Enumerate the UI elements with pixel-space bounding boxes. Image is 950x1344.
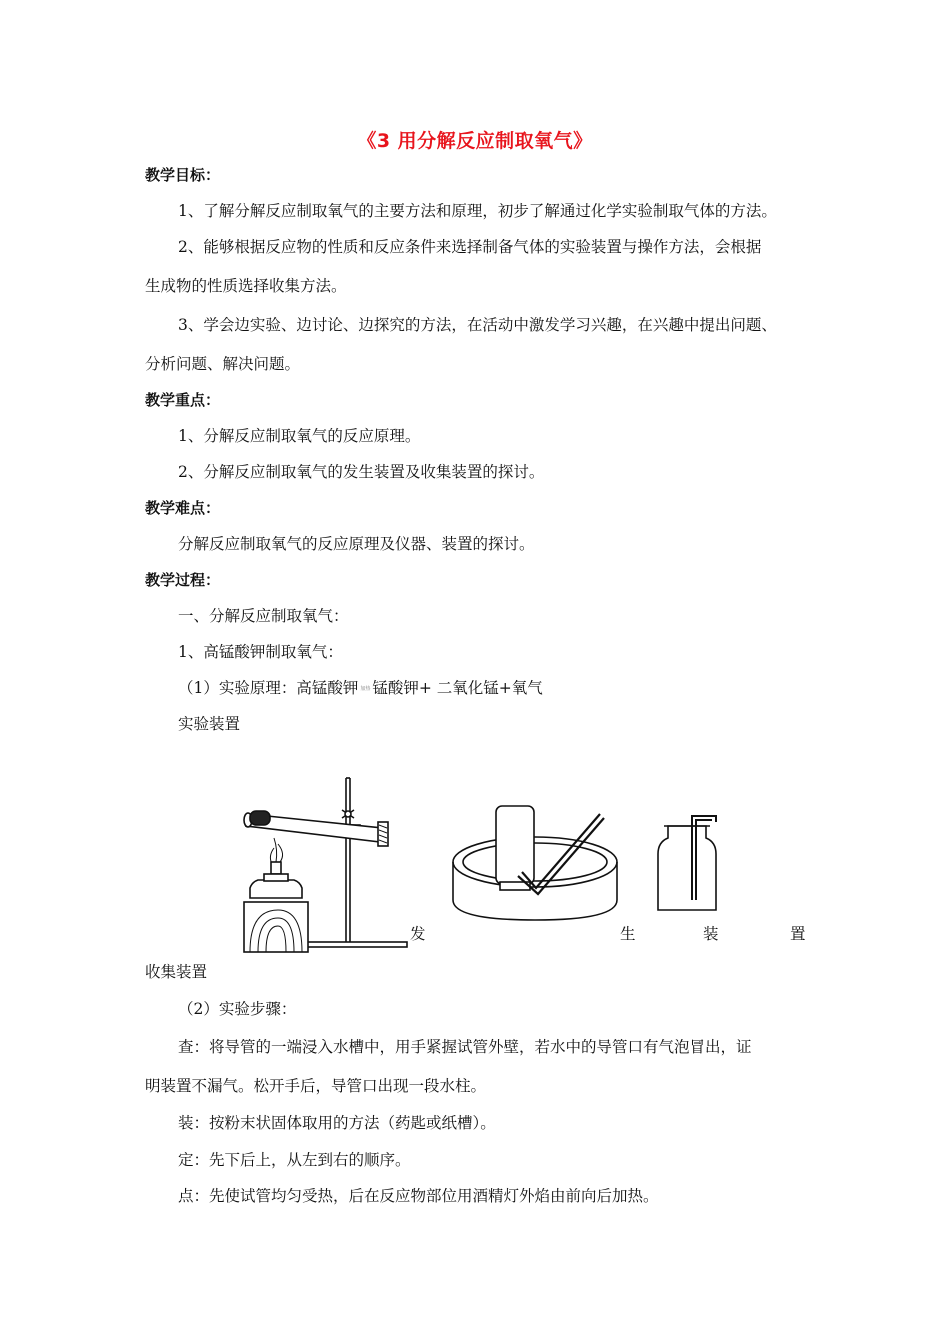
reaction-products: 锰酸钾+ 二氧化锰+氧气 [372,679,543,697]
difficulty-1: 分解反应制取氧气的反应原理及仪器、装置的探讨。 [178,535,535,553]
document-title: 《3 用分解反应制取氧气》 [357,130,593,152]
objective-item-3: 3、学会边实验、边讨论、边探究的方法，在活动中激发学习兴趣，在兴趣中提出问题、 [178,316,777,334]
key-point-2: 2、分解反应制取氧气的发生装置及收集装置的探讨。 [178,463,545,481]
step-fix: 定：先下后上，从左到右的顺序。 [178,1151,411,1169]
objective-item-1: 1、了解分解反应制取氧气的主要方法和原理，初步了解通过化学实验制取气体的方法。 [178,202,777,220]
objective-item-2-cont: 生成物的性质选择收集方法。 [145,277,347,295]
key-points-heading: 教学重点： [145,391,221,409]
step-check: 查：将导管的一端浸入水槽中，用手紧握试管外壁，若水中的导管口有气泡冒出，证 [178,1038,752,1056]
apparatus-diagram [238,770,738,955]
generation-apparatus [244,778,407,952]
caption-char-2: 生 [620,925,636,943]
collection-bottle-apparatus [658,816,716,910]
caption-char-1: 发 [410,925,426,943]
objective-item-3-cont: 分析问题、解决问题。 [145,355,301,373]
caption-char-3: 装 [703,925,719,943]
section-heading: 一、分解反应制取氧气： [178,607,349,625]
difficulties-heading: 教学难点： [145,499,221,517]
collect-label: 收集装置 [145,963,208,981]
subsection-heading: 1、高锰酸钾制取氧气： [178,643,343,661]
step-check-cont: 明装置不漏气。松开手后，导管口出现一段水柱。 [145,1077,487,1095]
reaction-reactant: （1）实验原理：高锰酸钾 [178,679,359,697]
process-heading: 教学过程： [145,571,221,589]
objective-item-2: 2、能够根据反应物的性质和反应条件来选择制备气体的实验装置与操作方法，会根据 [178,238,762,256]
steps-heading: （2）实验步骤： [178,1000,297,1018]
objectives-heading: 教学目标： [145,166,221,184]
step-heat: 点：先使试管均匀受热，后在反应物部位用酒精灯外焰由前向后加热。 [178,1187,659,1205]
reaction-principle [178,678,543,698]
key-point-1: 1、分解反应制取氧气的反应原理。 [178,427,421,445]
caption-char-4: 置 [790,925,806,943]
step-load: 装：按粉末状固体取用的方法（药匙或纸槽）。 [178,1114,496,1132]
reaction-condition: 加热 [360,686,371,692]
water-trough-apparatus [453,806,617,920]
apparatus-label: 实验装置 [178,715,241,733]
